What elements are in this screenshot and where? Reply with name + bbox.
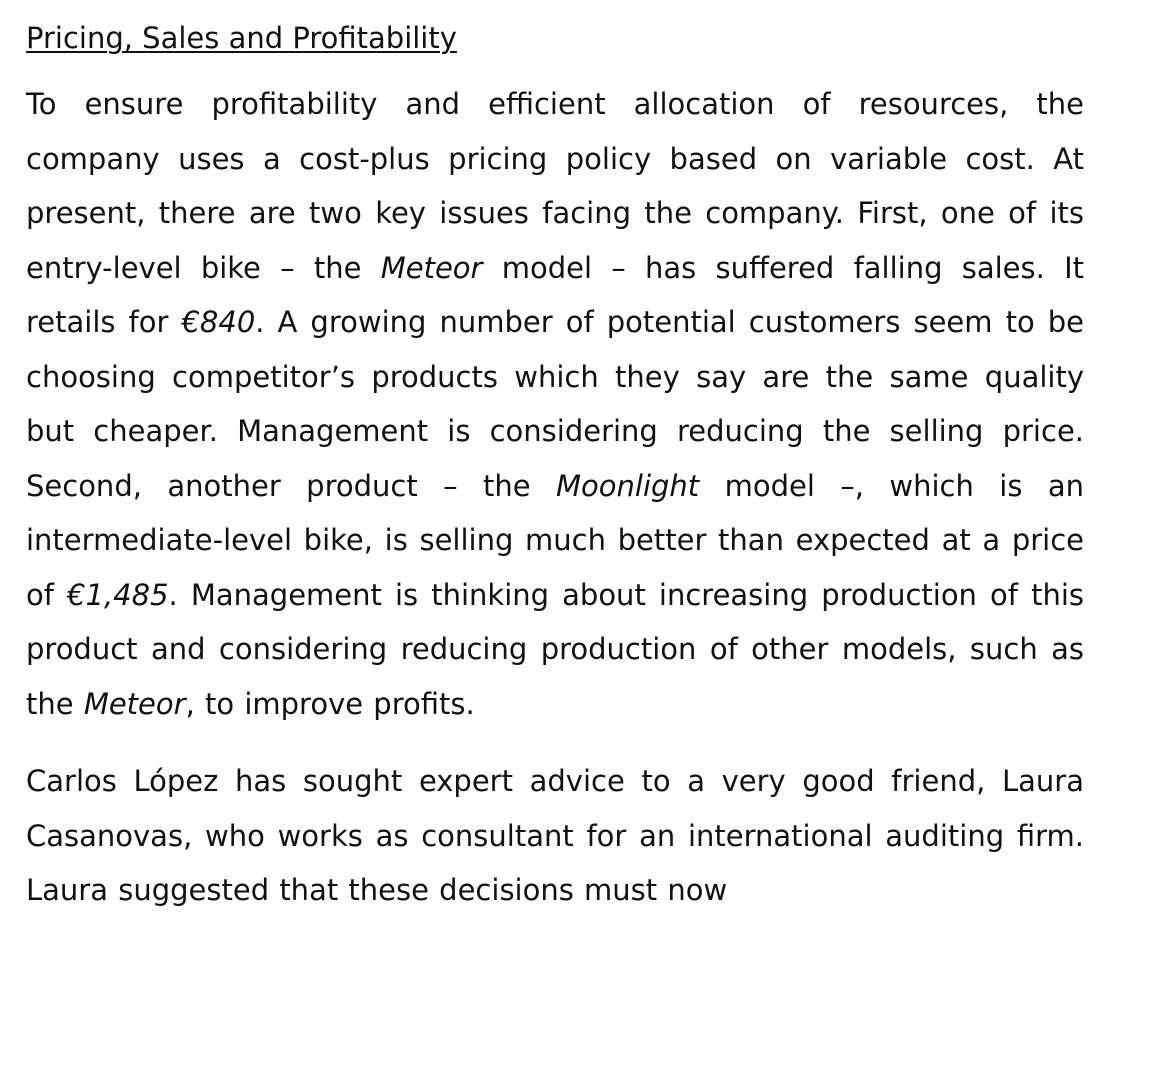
price-meteor: €840 bbox=[181, 305, 256, 339]
price-moonlight: €1,485 bbox=[67, 577, 169, 612]
section-heading: Pricing, Sales and Profitability bbox=[26, 21, 457, 55]
product-name-meteor: Meteor bbox=[83, 686, 186, 721]
paragraph-text-segment: To ensure profitability and efficient allocation of resources, the company uses a cost-plus pricing policy based on variable cost. At present, there are two key issues facing the company. First, one of its entry-level bike – the bbox=[26, 87, 1084, 285]
paragraph-text-segment: model –, which is an intermediate-level bike, is selling much better than expected at a price of bbox=[26, 468, 1084, 612]
paragraph-text-segment: , to improve profits. bbox=[185, 686, 475, 721]
paragraph-text-segment: . Management is thinking about increasing production of this product and considering reducing production of other models, such as the bbox=[26, 577, 1084, 721]
paragraph-expert-advice: Carlos López has sought expert advice to a very good friend, Laura Casanovas, who works as consultant for an international auditing firm. Laura suggested that these decisions must now bbox=[26, 764, 1084, 907]
product-name-moonlight: Moonlight bbox=[556, 468, 700, 503]
product-name-meteor: Meteor bbox=[380, 250, 483, 285]
paragraph-text-segment: model – has suffered falling sales. It retails for bbox=[26, 250, 1085, 339]
paragraph-text-segment: . A growing number of potential customers seem to be choosing competitor’s products which they say are the same quality but cheaper. Management is considering reducing the selling price. Second, another product – the bbox=[26, 305, 1084, 503]
paragraph-pricing-issues bbox=[26, 77, 1084, 731]
document-page bbox=[26, 18, 1084, 918]
